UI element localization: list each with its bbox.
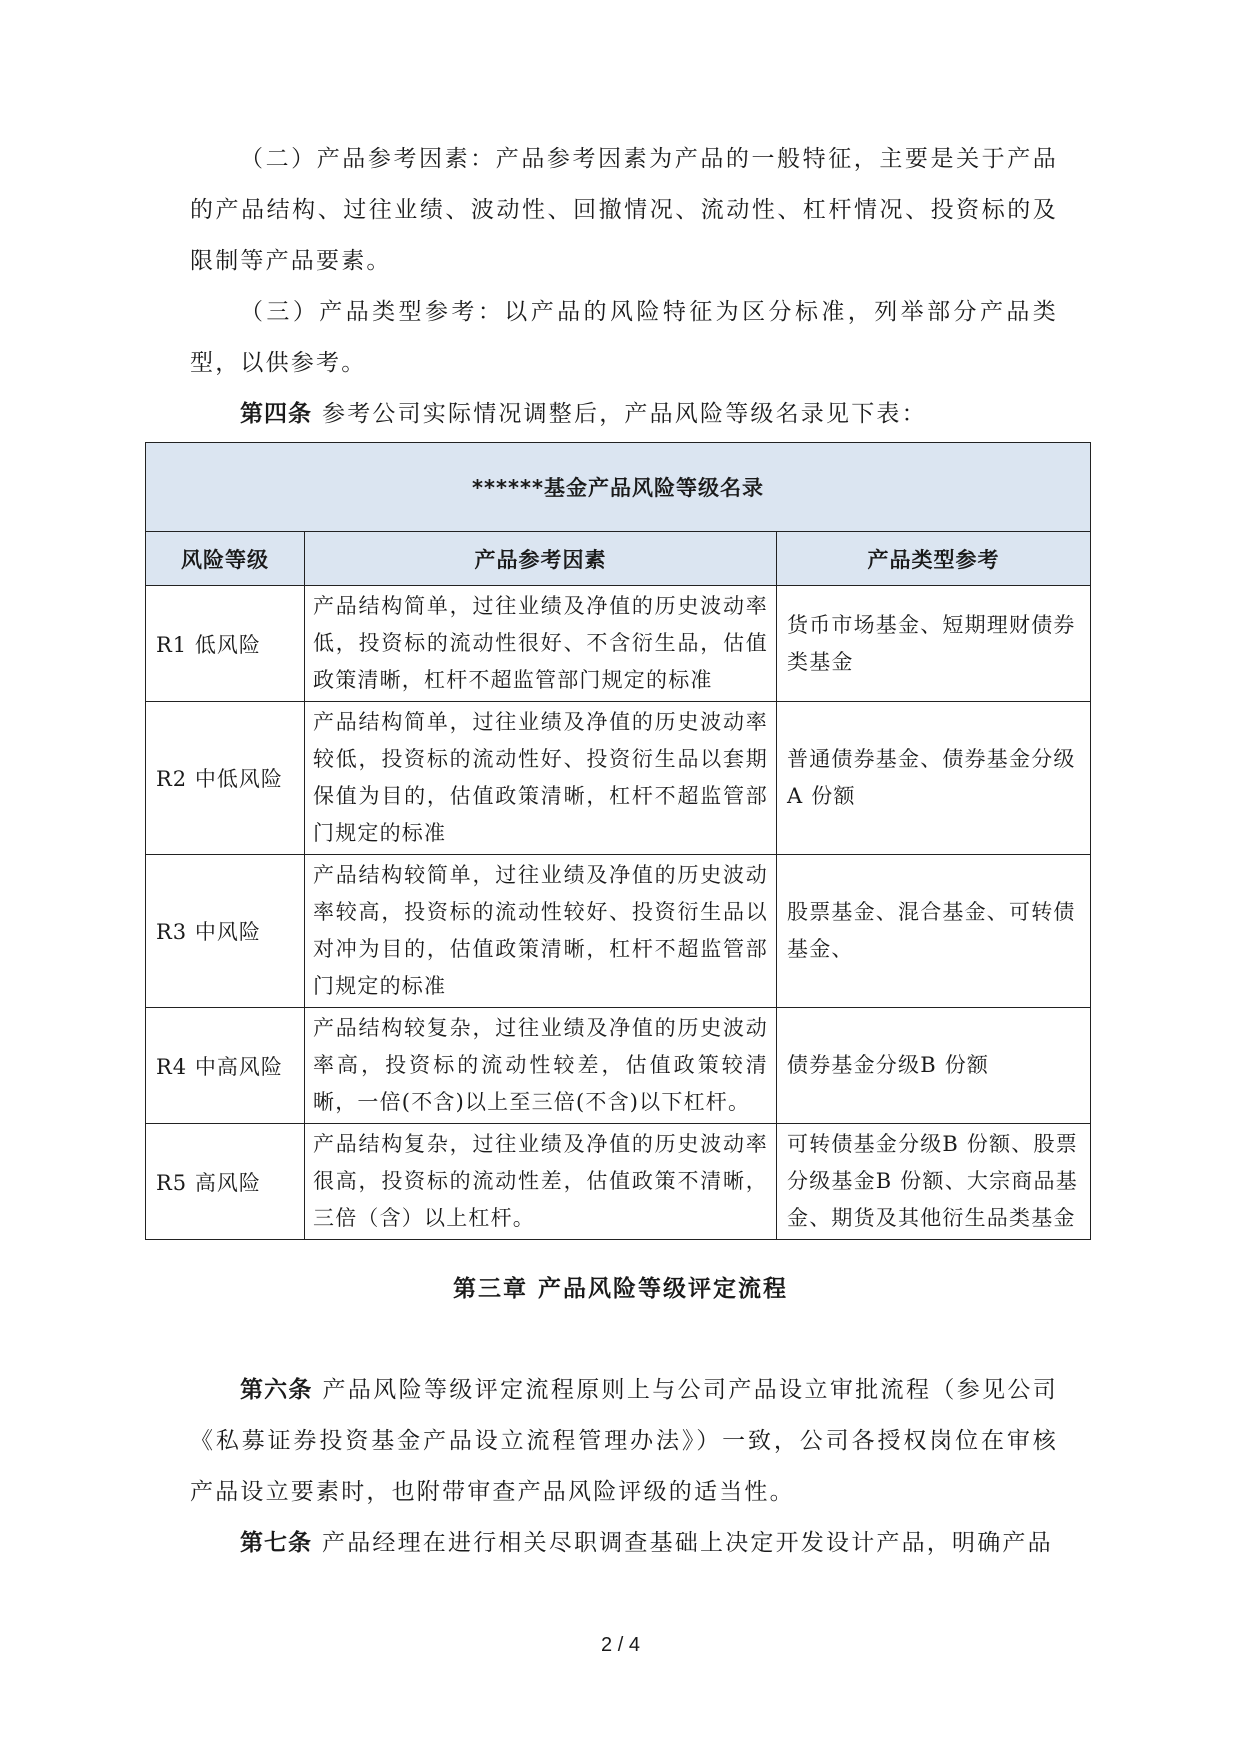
risk-level-cell: R5 高风险 [146, 1124, 305, 1240]
factor-cell: 产品结构较复杂，过往业绩及净值的历史波动率高，投资标的流动性较差，估值政策较清晰，一倍(不含)以上至三倍(不含)以下杠杆。 [305, 1008, 777, 1124]
risk-level-cell: R2 中低风险 [146, 702, 305, 855]
paragraph-product-types: （三）产品类型参考：以产品的风险特征为区分标准，列举部分产品类型，以供参考。 [190, 299, 1058, 376]
factor-cell: 产品结构较简单，过往业绩及净值的历史波动率较高，投资标的流动性较好、投资衍生品以对冲为目的，估值政策清晰，杠杆不超监管部门规定的标准 [305, 855, 777, 1008]
chapter-heading: 第三章 产品风险等级评定流程 [452, 1276, 788, 1302]
paragraph-article-6 [190, 1365, 1058, 1518]
table-title: ******基金产品风险等级名录 [146, 443, 1091, 532]
page-number: 2 / 4 [601, 1634, 640, 1656]
factor-cell: 产品结构简单，过往业绩及净值的历史波动率较低，投资标的流动性好、投资衍生品以套期保值为目的，估值政策清晰，杠杆不超监管部门规定的标准 [305, 702, 777, 855]
article-7-label: 第七条 [240, 1530, 312, 1556]
article-6-label: 第六条 [240, 1377, 313, 1403]
table-header-row [146, 532, 1091, 586]
table-row [146, 702, 1091, 855]
paragraph-article-7 [190, 1518, 1058, 1569]
paragraph-article-4 [190, 389, 1058, 440]
risk-level-cell: R4 中高风险 [146, 1008, 305, 1124]
risk-level-cell: R1 低风险 [146, 586, 305, 702]
type-cell: 债券基金分级B 份额 [777, 1008, 1091, 1124]
type-cell: 货币市场基金、短期理财债券类基金 [777, 586, 1091, 702]
type-cell: 可转债基金分级B 份额、股票分级基金B 份额、大宗商品基金、期货及其他衍生品类基金 [777, 1124, 1091, 1240]
table-row [146, 1008, 1091, 1124]
risk-level-cell: R3 中风险 [146, 855, 305, 1008]
header-product-factors: 产品参考因素 [305, 532, 777, 586]
header-risk-level: 风险等级 [146, 532, 305, 586]
article-6-text: 产品风险等级评定流程原则上与公司产品设立审批流程（参见公司《私募证券投资基金产品设立流程管理办法》）一致，公司各授权岗位在审核产品设立要素时，也附带审查产品风险评级的适当性。 [190, 1377, 1059, 1505]
table-row [146, 586, 1091, 702]
table-title-row [146, 443, 1091, 532]
risk-level-table [145, 442, 1091, 1240]
table-row [146, 1124, 1091, 1240]
article-4-text: 参考公司实际情况调整后，产品风险等级名录见下表： [322, 401, 927, 427]
factor-cell: 产品结构复杂，过往业绩及净值的历史波动率很高，投资标的流动性差，估值政策不清晰，三倍（含）以上杠杆。 [305, 1124, 777, 1240]
table-row [146, 855, 1091, 1008]
type-cell: 普通债券基金、债券基金分级A 份额 [777, 702, 1091, 855]
article-4-label: 第四条 [240, 401, 312, 427]
header-product-types: 产品类型参考 [777, 532, 1091, 586]
article-7-text: 产品经理在进行相关尽职调查基础上决定开发设计产品，明确产品 [322, 1530, 1053, 1556]
factor-cell: 产品结构简单，过往业绩及净值的历史波动率低，投资标的流动性很好、不含衍生品，估值政策清晰，杠杆不超监管部门规定的标准 [305, 586, 777, 702]
type-cell: 股票基金、混合基金、可转债基金、 [777, 855, 1091, 1008]
paragraph-product-factors: （二）产品参考因素：产品参考因素为产品的一般特征，主要是关于产品的产品结构、过往业绩、波动性、回撤情况、流动性、杠杆情况、投资标的及限制等产品要素。 [190, 146, 1058, 274]
